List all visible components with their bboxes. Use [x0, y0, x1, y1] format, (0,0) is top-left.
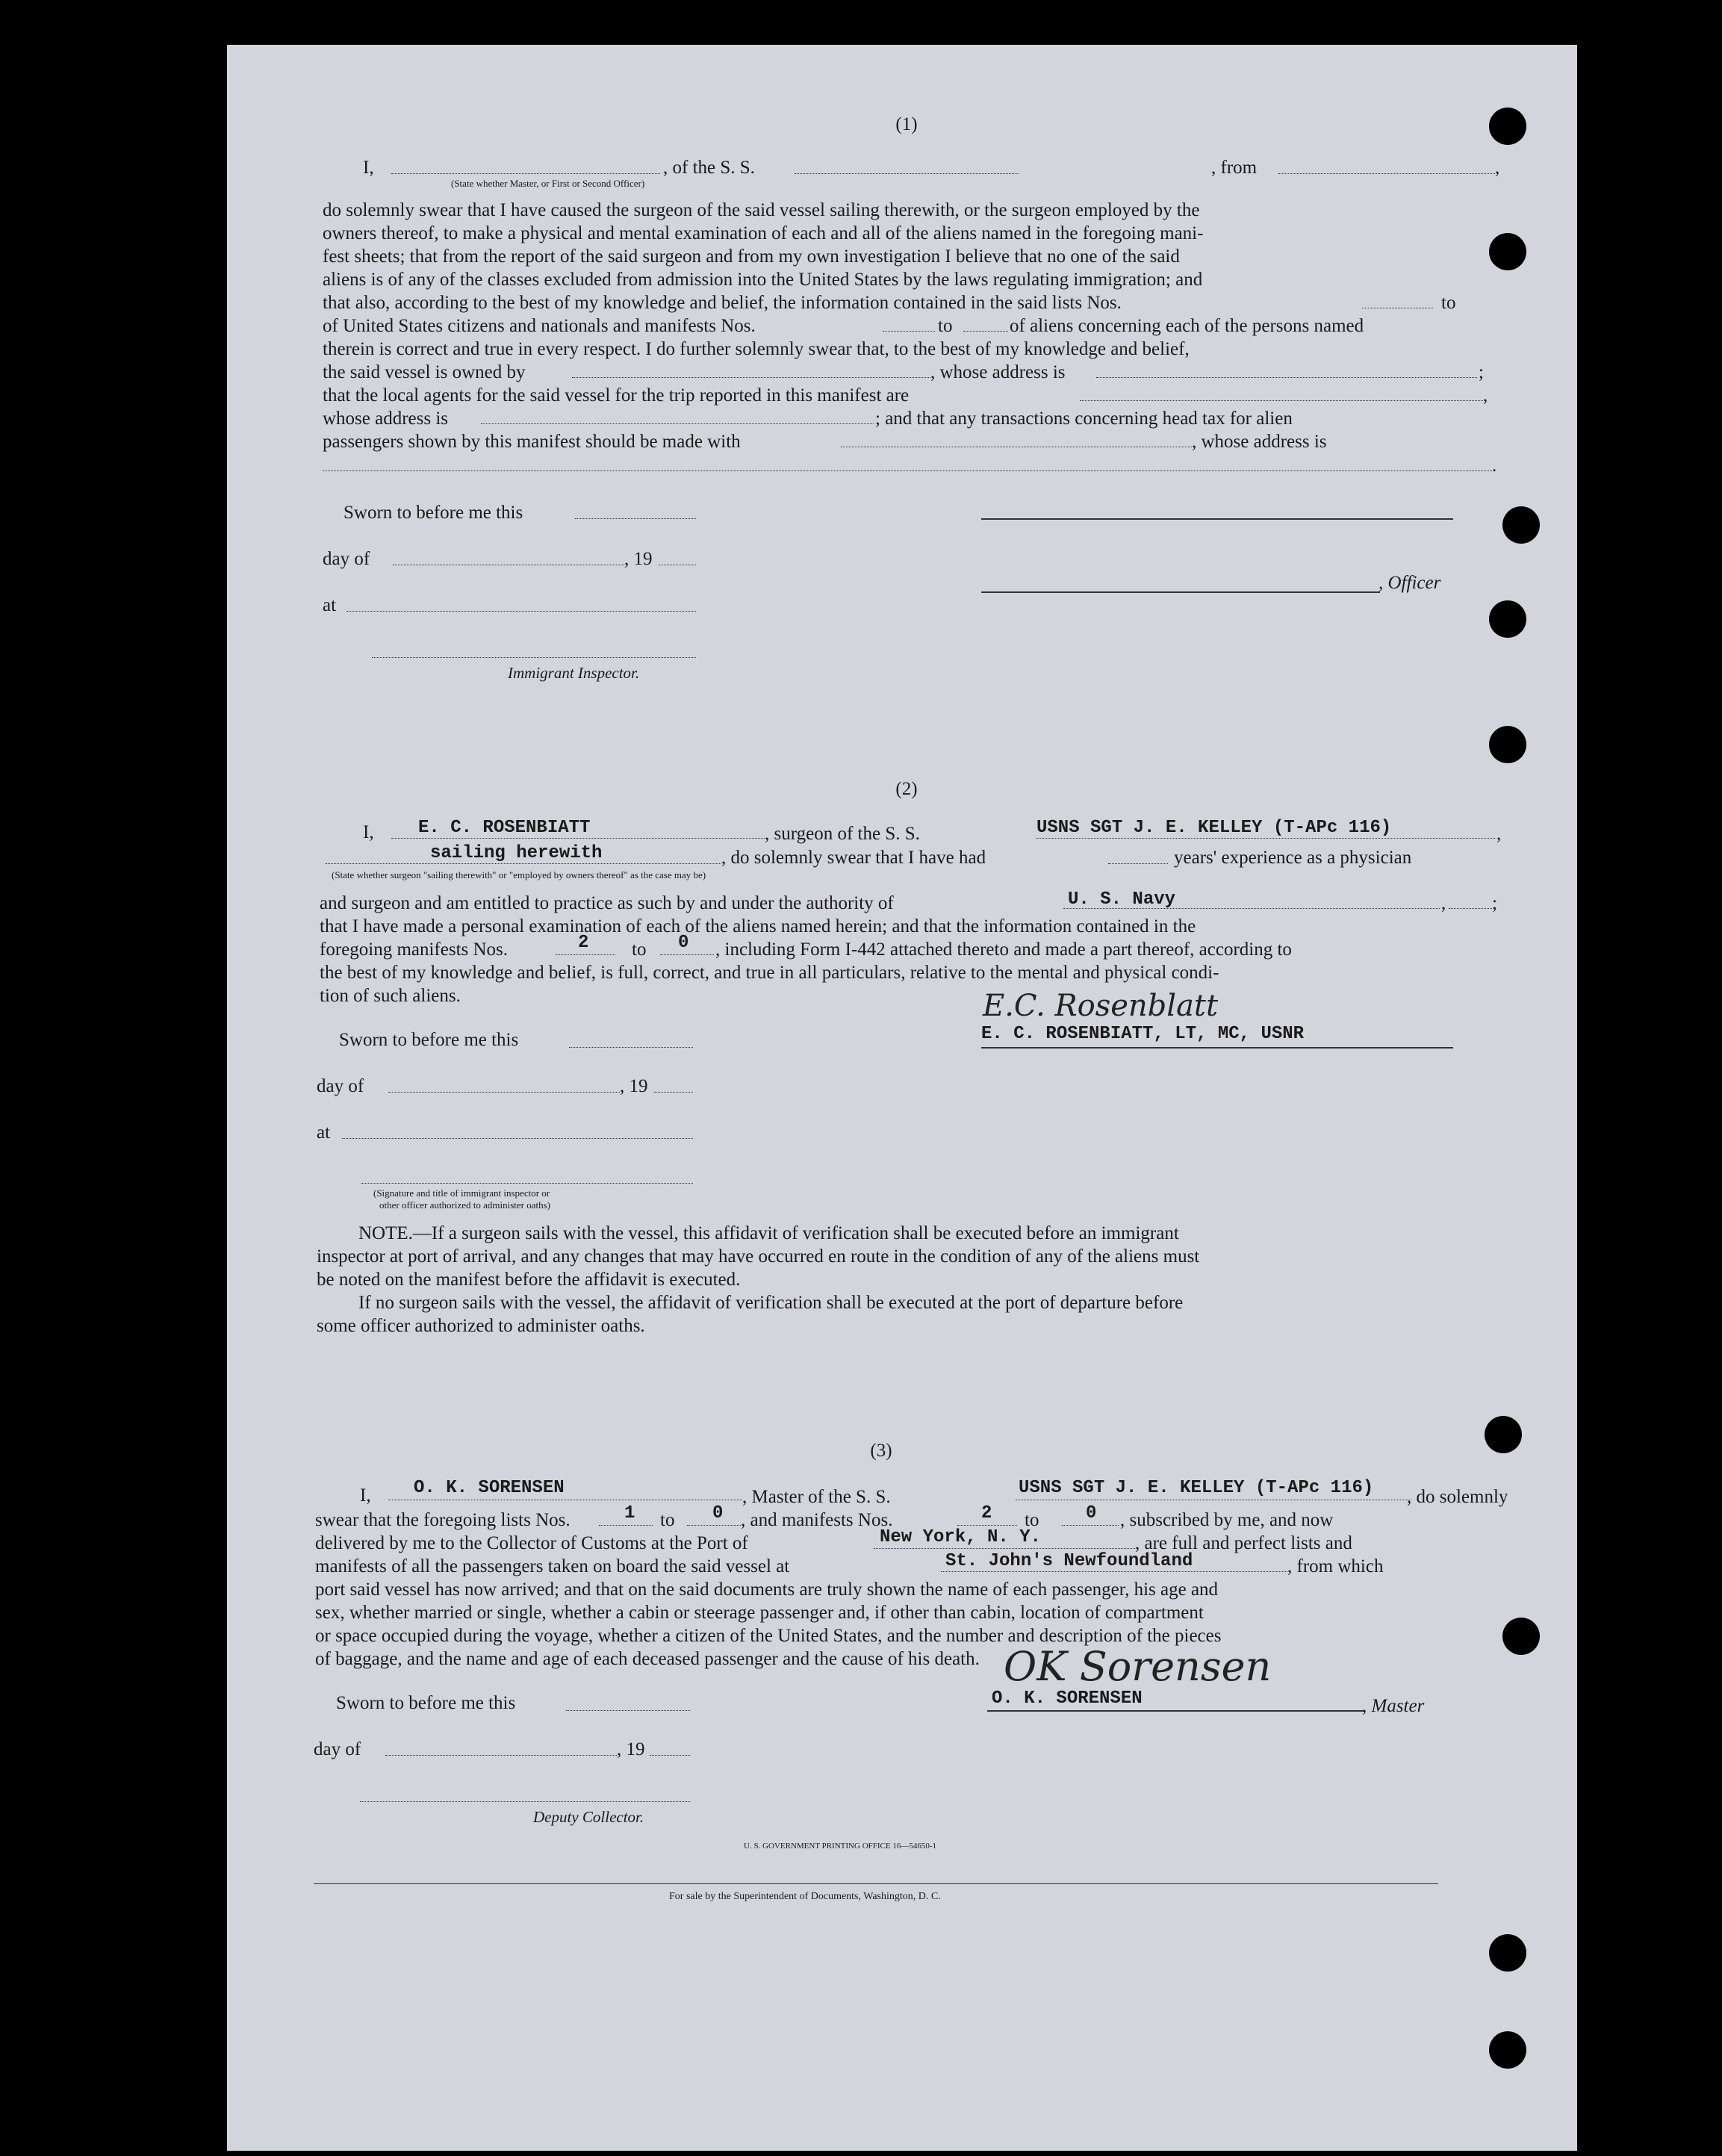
surgeon-typed-signature: E. C. ROSENBIATT, LT, MC, USNR [981, 1024, 1305, 1044]
binder-hole [1502, 1618, 1540, 1655]
s1-line-6: of United States citizens and nationals and manifests Nos. [323, 316, 756, 336]
officer-label: , Officer [1378, 573, 1441, 593]
section-number-3: (3) [870, 1441, 892, 1461]
section-number-1: (1) [895, 114, 918, 134]
s3-manifest-from: 2 [981, 1503, 992, 1523]
oath-i: I, [363, 158, 374, 178]
binder-hole [1489, 726, 1526, 763]
s3-vessel-name: USNS SGT J. E. KELLEY (T-APc 116) [1019, 1478, 1374, 1498]
binder-hole [1489, 108, 1526, 145]
surgeon-name: E. C. ROSENBIATT [418, 818, 591, 838]
port-of-departure: St. John's Newfoundland [945, 1551, 1193, 1571]
s1-at: at [323, 595, 337, 615]
master-signature: OK Sorensen [1004, 1643, 1272, 1690]
lists-to: 0 [712, 1503, 724, 1523]
manifest-from: 2 [578, 933, 589, 953]
document-page: (1) I, (State whether Master, or First or Second Officer) , of the S. S. , from , do solemnly swear that I have caused the surgeon of the said vessel sailing therewith, or the surgeon employed by the owners thereof, to make a physical and mental examination of each and all of the aliens named in the foregoing mani- fest sheets; that from the report of the said surgeon and from my own investigation I believe that no one of the said aliens is of any of the classes excluded from admission into the United States by the laws regulating immigration; and that also, according to the best of my knowledge and belief, the information contained in the said lists Nos. to of United States citizens and nationals and manifests Nos. to of aliens concerning each of the persons named therein is correct and true in every respect. I do further solemnly swear that, to the best of my knowledge and belief, the said vessel is owned by , whose address is ; that the local agents for the said vessel for the trip reported in this manifest are , whose address is ; and that any transactions concerning head tax for alien passengers shown by this manifest should be made with , whose address is . Sworn to before me this day of , 19 at , Officer Immigrant Inspector. (2) I, E. C. ROSENBIATT , surgeon of the S. S. USNS SGT J. E. KELLEY (T-APc 116) , sailing herewith , do solemnly swear that I have had years' experience as a physician (State whether surgeon "sailing therewith" or "employed by owners thereof" as the case may be) and surgeon and am entitled to practice as such by and under the authority of U. S. Navy , ; that I have made a personal examination of each of the aliens named herein; and that the information contained in the foregoing manifests Nos. 2 to 0 , including Form I-442 attached thereto and made a part thereof, according to the best of my knowledge and belief, is full, correct, and true in all particulars, relative to the mental and physical condi- tion of such aliens. E.C. Rosenblatt E. C. ROSENBIATT, LT, MC, USNR Sworn to before me this day of , 19 at (Signature and title of immigrant inspector or other officer authorized to administer oaths) NOTE.—If a surgeon sails with the vessel, this affidavit of verification shall be executed before an immigrant inspector at port of arrival, and any changes that may have occurred en route in the condition of any of the aliens must be noted on the manifest before the affidavit is executed. If no surgeon sails with the vessel, the affidavit of verification shall be executed at the port of departure before some officer authorized to administer oaths. (3) I, O. K. SORENSEN , Master of the S. S. USNS SGT J. E. KELLEY (T-APc 116) , do solemnly swear that the foregoing lists Nos. 1 to 0 , and manifests Nos. 2 to 0 , subscribed by me, and now delivered by me to the Collector of Customs at the Port of New York, N. Y. , are full and perfect lists and manifests of all the passengers taken on board the said vessel at St. John's Newfoundland , from which port said vessel has now arrived; and that on the said documents are truly shown the name of each passenger, his age and sex, whether married or single, whether a cabin or steerage passenger and, if other than cabin, location of compartment or space occupied during the voyage, whether a citizen of the United States, and the number and description of the pieces of baggage, and the name and age of each deceased passenger and the cause of his death. OK Sorensen O. K. SORENSEN , Master Sworn to before me this day of , 19 Deputy Collector. U. S. GOVERNMENT PRINTING OFFICE 16—54650-1 For sale by the Superintendent of Documents, Washington, D. C. [227, 45, 1577, 2151]
port-of-arrival: New York, N. Y. [880, 1527, 1042, 1547]
binder-hole [1489, 233, 1526, 270]
note-label: NOTE. [358, 1223, 413, 1243]
binder-hole [1502, 506, 1540, 544]
binder-hole [1489, 1934, 1526, 1972]
s1-line-4: aliens is of any of the classes excluded from admission into the United States by the laws regulating immigration; and [323, 270, 1203, 290]
master-name: O. K. SORENSEN [414, 1478, 565, 1498]
officer-note: (State whether Master, or First or Second Officer) [451, 178, 645, 189]
s2-vessel-name: USNS SGT J. E. KELLEY (T-APc 116) [1036, 818, 1392, 838]
authority-value: U. S. Navy [1068, 889, 1176, 910]
s1-line-3: fest sheets; that from the report of the said surgeon and from my own investigation I believe that no one of the said [323, 246, 1180, 267]
from-label: , from [1211, 158, 1258, 178]
binder-hole [1489, 600, 1526, 638]
footer-text: For sale by the Superintendent of Documents, Washington, D. C. [669, 1891, 941, 1902]
status-note: (State whether surgeon "sailing therewith" or "employed by owners thereof" as the case may be) [332, 869, 706, 880]
master-label: , Master [1362, 1696, 1425, 1716]
s1-line-8: the said vessel is owned by [323, 362, 526, 382]
binder-hole [1489, 2031, 1526, 2069]
surgeon-signature: E.C. Rosenblatt [983, 989, 1219, 1023]
s1-day-of: day of [323, 549, 370, 569]
s1-line-11: passengers shown by this manifest should be made with [323, 432, 741, 452]
s1-line-2: owners thereof, to make a physical and mental examination of each and all of the aliens named in the foregoing mani- [323, 223, 1204, 243]
master-typed-signature: O. K. SORENSEN [992, 1689, 1143, 1709]
manifest-to: 0 [678, 933, 689, 953]
s1-line-5: that also, according to the best of my knowledge and belief, the information contained in the said lists Nos. [323, 293, 1122, 313]
printer-line: U. S. GOVERNMENT PRINTING OFFICE 16—54650-1 [744, 1842, 937, 1851]
of-ss-label: , of the S. S. [663, 158, 755, 178]
section-number-2: (2) [895, 779, 918, 799]
s1-line-7: therein is correct and true in every respect. I do further solemnly swear that, to the best of my knowledge and belief, [323, 339, 1190, 359]
surgeon-status: sailing herewith [430, 843, 603, 863]
lists-from: 1 [624, 1503, 635, 1523]
deputy-label: Deputy Collector. [533, 1808, 644, 1826]
inspector-label: Immigrant Inspector. [508, 664, 640, 682]
s1-line-1: do solemnly swear that I have caused the surgeon of the said vessel sailing therewith, or the surgeon employed by the [323, 200, 1200, 220]
s1-sworn: Sworn to before me this [344, 503, 523, 523]
s1-line-10: whose address is [323, 408, 449, 429]
binder-hole [1485, 1416, 1522, 1453]
s3-manifest-to: 0 [1086, 1503, 1097, 1523]
s1-line-9: that the local agents for the said vessel for the trip reported in this manifest are [323, 385, 910, 406]
